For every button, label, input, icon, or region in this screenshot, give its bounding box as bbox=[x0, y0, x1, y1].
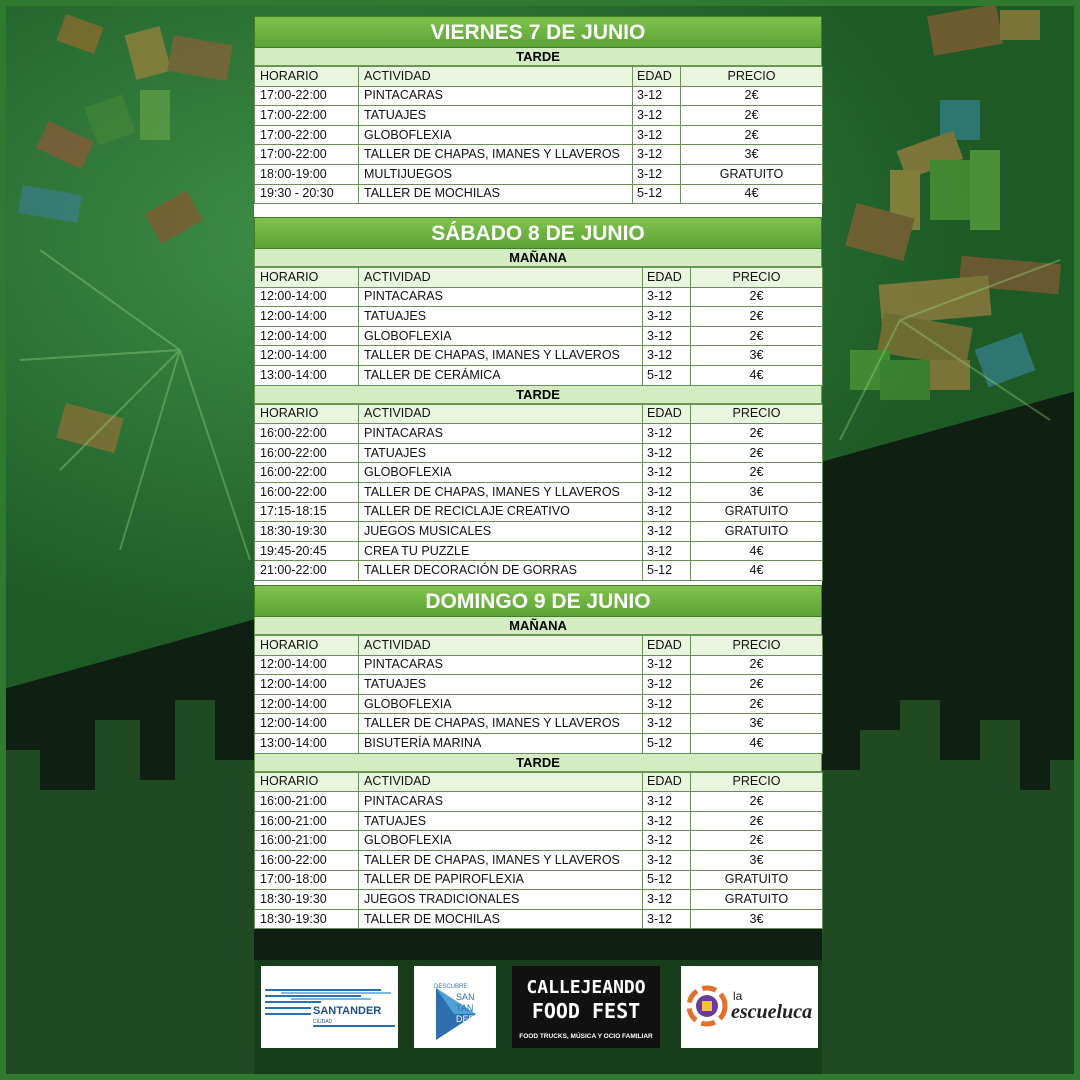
escueluca-icon bbox=[681, 966, 818, 1048]
cell-edad: 3-12 bbox=[643, 909, 691, 929]
table-row bbox=[255, 522, 823, 542]
cell-actividad: MULTIJUEGOS bbox=[359, 164, 633, 184]
col-header-horario: HORARIO bbox=[255, 404, 359, 424]
cell-precio: 3€ bbox=[691, 714, 823, 734]
cell-horario: 12:00-14:00 bbox=[255, 287, 359, 307]
day-title: DOMINGO 9 DE JUNIO bbox=[254, 585, 822, 617]
schedule-table bbox=[254, 772, 823, 930]
cell-precio: 2€ bbox=[691, 326, 823, 346]
cell-precio: 2€ bbox=[691, 831, 823, 851]
cell-actividad: PINTACARAS bbox=[359, 287, 643, 307]
table-header-row bbox=[255, 772, 823, 792]
cell-edad: 3-12 bbox=[643, 326, 691, 346]
table-row bbox=[255, 365, 823, 385]
svg-text:SAN: SAN bbox=[456, 992, 475, 1002]
cell-horario: 17:00-22:00 bbox=[255, 86, 359, 106]
cell-actividad: TATUAJES bbox=[359, 443, 643, 463]
cell-edad: 3-12 bbox=[643, 811, 691, 831]
table-header-row bbox=[255, 404, 823, 424]
cell-edad: 3-12 bbox=[643, 346, 691, 366]
table-row bbox=[255, 463, 823, 483]
callejeando-food-fest-icon bbox=[512, 966, 660, 1048]
svg-text:la: la bbox=[733, 989, 743, 1003]
cell-edad: 3-12 bbox=[643, 287, 691, 307]
col-header-precio: PRECIO bbox=[681, 67, 823, 87]
svg-text:CALLEJEANDO: CALLEJEANDO bbox=[526, 977, 646, 998]
session-title: MAÑANA bbox=[254, 249, 822, 267]
table-header-row bbox=[255, 268, 823, 288]
cell-actividad: TALLER DE MOCHILAS bbox=[359, 909, 643, 929]
cell-edad: 5-12 bbox=[633, 184, 681, 204]
cell-actividad: PINTACARAS bbox=[359, 86, 633, 106]
cell-precio: GRATUITO bbox=[691, 870, 823, 890]
cell-precio: 2€ bbox=[691, 463, 823, 483]
cell-precio: 3€ bbox=[691, 909, 823, 929]
col-header-edad: EDAD bbox=[643, 404, 691, 424]
cell-precio: 3€ bbox=[681, 145, 823, 165]
cell-precio: 2€ bbox=[691, 307, 823, 327]
svg-text:FOOD FEST: FOOD FEST bbox=[531, 999, 641, 1023]
col-header-horario: HORARIO bbox=[255, 67, 359, 87]
cell-horario: 16:00-22:00 bbox=[255, 850, 359, 870]
cell-horario: 16:00-21:00 bbox=[255, 792, 359, 812]
cell-horario: 18:30-19:30 bbox=[255, 522, 359, 542]
cell-horario: 16:00-22:00 bbox=[255, 443, 359, 463]
day-title: SÁBADO 8 DE JUNIO bbox=[254, 217, 822, 249]
table-row bbox=[255, 424, 823, 444]
cell-edad: 3-12 bbox=[643, 502, 691, 522]
cell-precio: 2€ bbox=[691, 694, 823, 714]
cell-precio: 2€ bbox=[691, 443, 823, 463]
cell-horario: 17:00-22:00 bbox=[255, 125, 359, 145]
svg-text:DESCUBRE: DESCUBRE bbox=[434, 984, 468, 990]
table-row bbox=[255, 541, 823, 561]
schedule-table bbox=[254, 66, 823, 204]
cell-actividad: PINTACARAS bbox=[359, 655, 643, 675]
cell-horario: 17:15-18:15 bbox=[255, 502, 359, 522]
table-header-row bbox=[255, 67, 823, 87]
col-header-horario: HORARIO bbox=[255, 636, 359, 656]
svg-text:DER: DER bbox=[456, 1014, 476, 1024]
logo-descubre-santander bbox=[414, 966, 496, 1048]
table-row bbox=[255, 655, 823, 675]
cell-edad: 3-12 bbox=[633, 106, 681, 126]
cell-edad: 3-12 bbox=[643, 443, 691, 463]
table-row bbox=[255, 675, 823, 695]
cell-precio: 3€ bbox=[691, 850, 823, 870]
cell-edad: 3-12 bbox=[643, 541, 691, 561]
col-header-horario: HORARIO bbox=[255, 268, 359, 288]
svg-text:CIUDAD: CIUDAD bbox=[313, 1019, 333, 1025]
cell-horario: 13:00-14:00 bbox=[255, 365, 359, 385]
logo-santander-ciudad bbox=[261, 966, 398, 1048]
cell-edad: 3-12 bbox=[643, 675, 691, 695]
table-row bbox=[255, 443, 823, 463]
day-block-friday bbox=[254, 16, 822, 219]
cell-edad: 3-12 bbox=[643, 850, 691, 870]
day-block-sunday bbox=[254, 585, 822, 929]
cell-actividad: TALLER DE RECICLAJE CREATIVO bbox=[359, 502, 643, 522]
cell-actividad: TATUAJES bbox=[359, 675, 643, 695]
table-row bbox=[255, 502, 823, 522]
table-row bbox=[255, 106, 823, 126]
cell-precio: 4€ bbox=[691, 561, 823, 581]
table-header-row bbox=[255, 636, 823, 656]
cell-horario: 17:00-18:00 bbox=[255, 870, 359, 890]
cell-actividad: TALLER DE CHAPAS, IMANES Y LLAVEROS bbox=[359, 714, 643, 734]
cell-precio: GRATUITO bbox=[691, 522, 823, 542]
table-row bbox=[255, 714, 823, 734]
cell-precio: 2€ bbox=[691, 655, 823, 675]
cell-precio: 2€ bbox=[691, 424, 823, 444]
cell-actividad: CREA TU PUZZLE bbox=[359, 541, 643, 561]
table-row bbox=[255, 125, 823, 145]
sponsor-logos bbox=[0, 966, 1080, 1048]
col-header-edad: EDAD bbox=[633, 67, 681, 87]
cell-edad: 3-12 bbox=[633, 86, 681, 106]
cell-edad: 5-12 bbox=[643, 733, 691, 753]
cell-precio: 3€ bbox=[691, 346, 823, 366]
cell-horario: 12:00-14:00 bbox=[255, 326, 359, 346]
cell-edad: 5-12 bbox=[643, 365, 691, 385]
cell-precio: 2€ bbox=[691, 811, 823, 831]
col-header-actividad: ACTIVIDAD bbox=[359, 636, 643, 656]
table-row bbox=[255, 145, 823, 165]
cell-actividad: TATUAJES bbox=[359, 811, 643, 831]
cell-horario: 16:00-22:00 bbox=[255, 424, 359, 444]
schedule-table bbox=[254, 635, 823, 754]
cell-edad: 3-12 bbox=[643, 890, 691, 910]
svg-text:escueluca: escueluca bbox=[731, 1001, 813, 1023]
col-header-actividad: ACTIVIDAD bbox=[359, 404, 643, 424]
cell-edad: 3-12 bbox=[633, 164, 681, 184]
table-row bbox=[255, 482, 823, 502]
cell-precio: GRATUITO bbox=[691, 890, 823, 910]
table-row bbox=[255, 287, 823, 307]
cell-precio: 4€ bbox=[681, 184, 823, 204]
cell-edad: 3-12 bbox=[643, 831, 691, 851]
col-header-precio: PRECIO bbox=[691, 772, 823, 792]
table-row bbox=[255, 184, 823, 204]
cell-horario: 18:30-19:30 bbox=[255, 909, 359, 929]
cell-precio: 2€ bbox=[681, 125, 823, 145]
logo-la-escueluca bbox=[681, 966, 818, 1048]
cell-edad: 5-12 bbox=[643, 561, 691, 581]
cell-actividad: TATUAJES bbox=[359, 307, 643, 327]
cell-horario: 16:00-21:00 bbox=[255, 811, 359, 831]
table-row bbox=[255, 164, 823, 184]
cell-actividad: TALLER DE CHAPAS, IMANES Y LLAVEROS bbox=[359, 482, 643, 502]
table-row bbox=[255, 86, 823, 106]
cell-horario: 12:00-14:00 bbox=[255, 307, 359, 327]
cell-edad: 5-12 bbox=[643, 870, 691, 890]
cell-actividad: GLOBOFLEXIA bbox=[359, 326, 643, 346]
col-header-edad: EDAD bbox=[643, 268, 691, 288]
col-header-precio: PRECIO bbox=[691, 404, 823, 424]
table-row bbox=[255, 909, 823, 929]
cell-edad: 3-12 bbox=[643, 714, 691, 734]
cell-horario: 12:00-14:00 bbox=[255, 346, 359, 366]
table-row bbox=[255, 811, 823, 831]
cell-edad: 3-12 bbox=[643, 522, 691, 542]
cell-edad: 3-12 bbox=[643, 463, 691, 483]
cell-actividad: TALLER DE CHAPAS, IMANES Y LLAVEROS bbox=[359, 145, 633, 165]
cell-actividad: JUEGOS TRADICIONALES bbox=[359, 890, 643, 910]
cell-actividad: TALLER DECORACIÓN DE GORRAS bbox=[359, 561, 643, 581]
cell-precio: 2€ bbox=[691, 287, 823, 307]
session-title: TARDE bbox=[254, 48, 822, 66]
cell-actividad: TALLER DE CHAPAS, IMANES Y LLAVEROS bbox=[359, 850, 643, 870]
cell-horario: 12:00-14:00 bbox=[255, 655, 359, 675]
table-row bbox=[255, 307, 823, 327]
col-header-edad: EDAD bbox=[643, 636, 691, 656]
cell-precio: 2€ bbox=[681, 106, 823, 126]
cell-precio: GRATUITO bbox=[691, 502, 823, 522]
cell-horario: 19:45-20:45 bbox=[255, 541, 359, 561]
table-row bbox=[255, 870, 823, 890]
cell-precio: GRATUITO bbox=[681, 164, 823, 184]
cell-actividad: GLOBOFLEXIA bbox=[359, 125, 633, 145]
table-row bbox=[255, 733, 823, 753]
cell-horario: 18:30-19:30 bbox=[255, 890, 359, 910]
cell-actividad: PINTACARAS bbox=[359, 792, 643, 812]
svg-text:FOOD TRUCKS, MÚSICA Y OCIO FAM: FOOD TRUCKS, MÚSICA Y OCIO FAMILIAR bbox=[519, 1033, 653, 1040]
logo-callejeando-food-fest bbox=[512, 966, 660, 1048]
table-row bbox=[255, 890, 823, 910]
cell-precio: 3€ bbox=[691, 482, 823, 502]
cell-precio: 4€ bbox=[691, 733, 823, 753]
table-row bbox=[255, 850, 823, 870]
cell-actividad: GLOBOFLEXIA bbox=[359, 694, 643, 714]
cell-edad: 3-12 bbox=[643, 424, 691, 444]
cell-edad: 3-12 bbox=[643, 792, 691, 812]
cell-precio: 4€ bbox=[691, 541, 823, 561]
day-block-saturday bbox=[254, 217, 822, 596]
cell-edad: 3-12 bbox=[633, 145, 681, 165]
cell-horario: 19:30 - 20:30 bbox=[255, 184, 359, 204]
col-header-actividad: ACTIVIDAD bbox=[359, 67, 633, 87]
cell-horario: 12:00-14:00 bbox=[255, 675, 359, 695]
cell-precio: 4€ bbox=[691, 365, 823, 385]
cell-actividad: TALLER DE CERÁMICA bbox=[359, 365, 643, 385]
cell-actividad: GLOBOFLEXIA bbox=[359, 463, 643, 483]
session-title: MAÑANA bbox=[254, 617, 822, 635]
session-title: TARDE bbox=[254, 754, 822, 772]
cell-edad: 3-12 bbox=[633, 125, 681, 145]
cell-precio: 2€ bbox=[681, 86, 823, 106]
col-header-horario: HORARIO bbox=[255, 772, 359, 792]
cell-edad: 3-12 bbox=[643, 307, 691, 327]
schedule-table bbox=[254, 267, 823, 386]
cell-actividad: TALLER DE CHAPAS, IMANES Y LLAVEROS bbox=[359, 346, 643, 366]
cell-horario: 13:00-14:00 bbox=[255, 733, 359, 753]
descubre-santander-icon bbox=[414, 966, 496, 1048]
svg-text:SANTANDER: SANTANDER bbox=[313, 1005, 382, 1017]
cell-horario: 12:00-14:00 bbox=[255, 694, 359, 714]
cell-horario: 21:00-22:00 bbox=[255, 561, 359, 581]
cell-edad: 3-12 bbox=[643, 694, 691, 714]
col-header-precio: PRECIO bbox=[691, 268, 823, 288]
cell-actividad: TATUAJES bbox=[359, 106, 633, 126]
table-row bbox=[255, 694, 823, 714]
cell-horario: 18:00-19:00 bbox=[255, 164, 359, 184]
cell-horario: 16:00-22:00 bbox=[255, 482, 359, 502]
cell-precio: 2€ bbox=[691, 792, 823, 812]
col-header-edad: EDAD bbox=[643, 772, 691, 792]
table-row bbox=[255, 792, 823, 812]
cell-horario: 17:00-22:00 bbox=[255, 145, 359, 165]
cell-precio: 2€ bbox=[691, 675, 823, 695]
table-row bbox=[255, 326, 823, 346]
col-header-actividad: ACTIVIDAD bbox=[359, 268, 643, 288]
cell-actividad: BISUTERÍA MARINA bbox=[359, 733, 643, 753]
cell-actividad: GLOBOFLEXIA bbox=[359, 831, 643, 851]
svg-text:TAN: TAN bbox=[456, 1003, 474, 1013]
cell-horario: 16:00-21:00 bbox=[255, 831, 359, 851]
day-title: VIERNES 7 DE JUNIO bbox=[254, 16, 822, 48]
table-row bbox=[255, 831, 823, 851]
cell-actividad: PINTACARAS bbox=[359, 424, 643, 444]
cell-edad: 3-12 bbox=[643, 655, 691, 675]
table-row bbox=[255, 346, 823, 366]
schedule-table bbox=[254, 404, 823, 581]
santander-ciudad-icon bbox=[261, 966, 398, 1048]
cell-actividad: TALLER DE MOCHILAS bbox=[359, 184, 633, 204]
cell-actividad: TALLER DE PAPIROFLEXIA bbox=[359, 870, 643, 890]
cell-edad: 3-12 bbox=[643, 482, 691, 502]
session-title: TARDE bbox=[254, 386, 822, 404]
cell-actividad: JUEGOS MUSICALES bbox=[359, 522, 643, 542]
cell-horario: 12:00-14:00 bbox=[255, 714, 359, 734]
table-row bbox=[255, 561, 823, 581]
cell-horario: 16:00-22:00 bbox=[255, 463, 359, 483]
col-header-actividad: ACTIVIDAD bbox=[359, 772, 643, 792]
cell-horario: 17:00-22:00 bbox=[255, 106, 359, 126]
col-header-precio: PRECIO bbox=[691, 636, 823, 656]
